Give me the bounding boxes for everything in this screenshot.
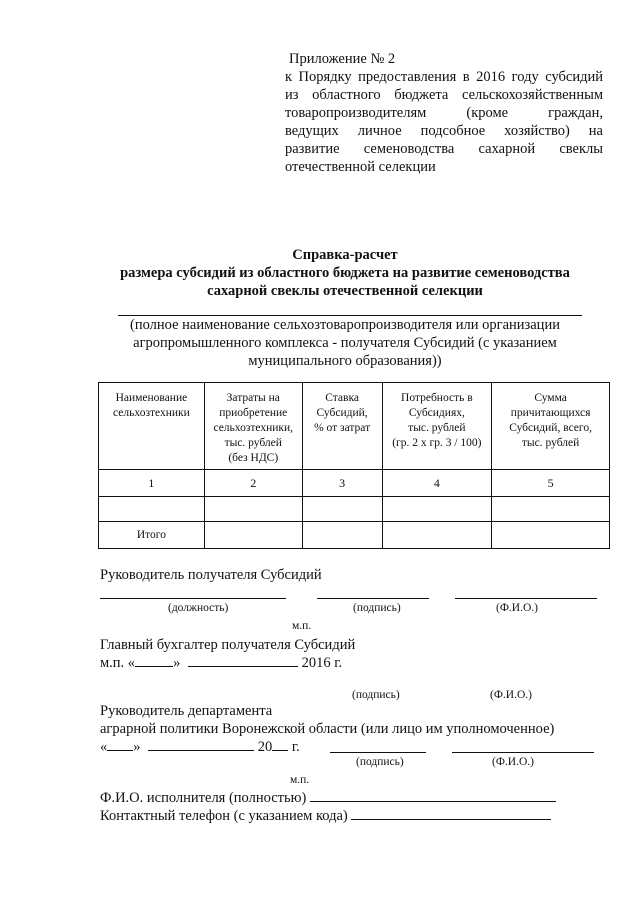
department-date-row xyxy=(100,738,300,756)
year-field xyxy=(272,750,288,751)
department-head-label: Руководитель департамента xyxy=(100,703,273,719)
table-header-row xyxy=(99,383,610,470)
day-field xyxy=(107,750,133,751)
title-line-3: сахарной свеклы отечественной селекции xyxy=(207,283,483,299)
phone-field xyxy=(351,819,551,820)
position-caption: (должность) xyxy=(168,602,229,614)
header-cell-costs: Затраты на приобретение сельхозтехники, тыс. рублей (без НДС) xyxy=(204,383,302,470)
appendix-line-5: развитие семеноводства сахарной свеклы xyxy=(285,141,603,157)
table-row xyxy=(99,497,610,522)
quote-open: « xyxy=(100,739,108,755)
column-number: 1 xyxy=(99,470,205,497)
accountant-mp: м.п. « xyxy=(100,655,136,671)
org-note-line-2: агропромышленного комплекса - получателя Субсидий (с указанием xyxy=(133,335,557,351)
signature-caption: (подпись) xyxy=(356,756,404,768)
signature-caption: (подпись) xyxy=(353,602,401,614)
appendix-number: Приложение № 2 xyxy=(289,51,396,67)
table-column-numbers-row xyxy=(99,470,610,497)
stamp-label: м.п. xyxy=(290,774,310,786)
day-field xyxy=(135,666,173,667)
appendix-block xyxy=(285,50,603,176)
table-cell xyxy=(99,497,205,522)
header-cell-equipment: Наименование сельхозтехники xyxy=(99,383,205,470)
total-label: Итого xyxy=(99,522,205,549)
stamp-label: м.п. xyxy=(292,620,312,632)
signature-caption: (подпись) xyxy=(352,689,400,701)
header-cell-sum: Сумма причитающихся Субсидий, всего, тыс. рублей xyxy=(492,383,610,470)
column-number: 5 xyxy=(492,470,610,497)
accountant-date-row xyxy=(100,654,342,672)
table-cell xyxy=(382,522,492,549)
column-number: 2 xyxy=(204,470,302,497)
signature-line xyxy=(330,752,426,753)
table-cell xyxy=(204,497,302,522)
table-cell xyxy=(382,497,492,522)
document-title xyxy=(100,246,590,300)
month-field xyxy=(148,750,254,751)
organization-note xyxy=(110,316,580,370)
accountant-label: Главный бухгалтер получателя Субсидий xyxy=(100,637,356,653)
column-number: 4 xyxy=(382,470,492,497)
year-prefix: 20 xyxy=(257,739,273,755)
header-cell-need: Потребность в Субсидиях, тыс. рублей (гр. 2 х гр. 3 / 100) xyxy=(382,383,492,470)
name-line xyxy=(455,598,597,599)
phone-label: Контактный телефон (с указанием кода) xyxy=(100,808,348,824)
quote-close: » xyxy=(173,655,181,671)
department-text: аграрной политики Воронежской области (или лицо им уполномоченное) xyxy=(100,721,555,737)
appendix-line-6: отечественной селекции xyxy=(285,159,436,175)
org-note-line-1: (полное наименование сельхозтоваропроизводителя или организации xyxy=(130,317,560,333)
org-note-line-3: муниципального образования)) xyxy=(248,353,442,369)
table-total-row xyxy=(99,522,610,549)
position-line xyxy=(100,598,286,599)
table-cell xyxy=(302,497,382,522)
header-cell-rate: Ставка Субсидий, % от затрат xyxy=(302,383,382,470)
name-line xyxy=(452,752,594,753)
phone-row xyxy=(100,807,551,825)
table-cell xyxy=(204,522,302,549)
table-cell xyxy=(492,522,610,549)
name-caption: (Ф.И.О.) xyxy=(496,602,538,614)
recipient-head-label: Руководитель получателя Субсидий xyxy=(100,567,322,583)
appendix-line-3: товаропроизводителям (кроме граждан, xyxy=(285,105,603,121)
executor-field xyxy=(310,801,556,802)
table-cell xyxy=(492,497,610,522)
name-caption: (Ф.И.О.) xyxy=(490,689,532,701)
title-line-2: размера субсидий из областного бюджета на развитие семеноводства xyxy=(120,265,570,281)
appendix-line-4: ведущих личное подсобное хозяйство) на xyxy=(285,123,603,139)
title-line-1: Справка-расчет xyxy=(292,247,398,263)
quote-close: » xyxy=(133,739,141,755)
table-cell xyxy=(302,522,382,549)
name-caption: (Ф.И.О.) xyxy=(492,756,534,768)
appendix-line-2: из областного бюджета сельскохозяйственным xyxy=(285,87,603,103)
column-number: 3 xyxy=(302,470,382,497)
accountant-year: 2016 г. xyxy=(301,655,343,671)
appendix-line-1: к Порядку предоставления в 2016 году субсидий xyxy=(285,69,603,85)
executor-label: Ф.И.О. исполнителя (полностью) xyxy=(100,790,307,806)
subsidy-table xyxy=(98,382,610,549)
month-field xyxy=(188,666,298,667)
signature-line xyxy=(317,598,429,599)
executor-row xyxy=(100,789,556,807)
year-suffix: г. xyxy=(291,739,300,755)
